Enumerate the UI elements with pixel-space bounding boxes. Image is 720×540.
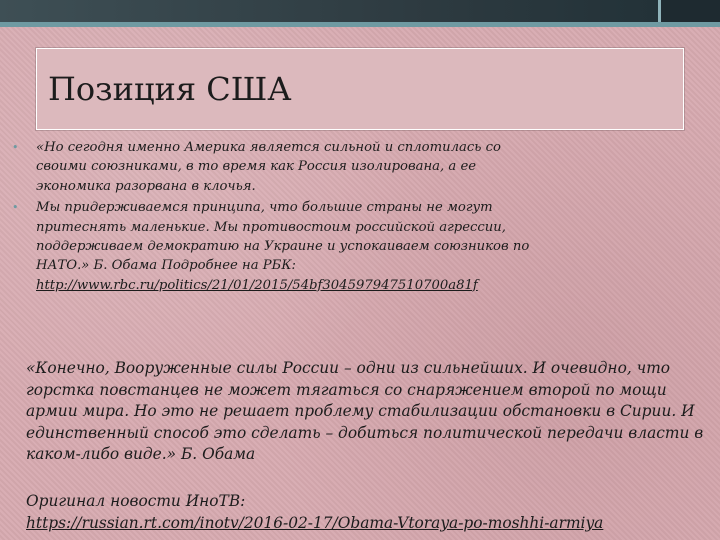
rbc-link[interactable]: http://www.rbc.ru/politics/21/01/2015/54bf304597947510700a81f — [36, 277, 478, 293]
bullet-item — [12, 198, 532, 295]
bullet-list — [12, 138, 532, 297]
bullet-item — [12, 138, 532, 196]
top-right-block — [658, 0, 720, 22]
slide-title: Позиция США — [48, 70, 292, 108]
top-accent-stripe — [0, 22, 720, 27]
rt-link[interactable]: https://russian.rt.com/inotv/2016-02-17/Obama-Vtoraya-po-moshhi-armiya — [26, 514, 604, 532]
source-label: Оригинал новости ИноТВ: — [26, 492, 246, 510]
source-block — [26, 490, 710, 534]
bullet-text: Мы придерживаемся принципа, что большие страны не могут притеснять маленькие. Мы противостоим российской агрессии, поддерживаем демократию на Украине и успокаиваем союзников по НАТО.» Б. Обама Подробнее на РБК: — [36, 200, 530, 274]
top-decorative-bar — [0, 0, 720, 22]
obama-quote: «Конечно, Вооруженные силы России – одни из сильнейших. И очевидно, что горстка повстанцев не может тягаться со снаряжением второй по мощи армии мира. Но это не решает проблему стабилизации обстановки в Сирии. И единственный способ это сделать – добиться политической передачи власти в каком-либо виде.» Б. Обама — [26, 359, 704, 463]
bullet-icon: • — [12, 141, 19, 154]
bullet-text: «Но сегодня именно Америка является сильной и сплотилась со своими союзниками, в то время как Россия изолирована, а ее экономика разорвана в клочья. — [36, 140, 501, 194]
bullet-icon: • — [12, 201, 19, 215]
